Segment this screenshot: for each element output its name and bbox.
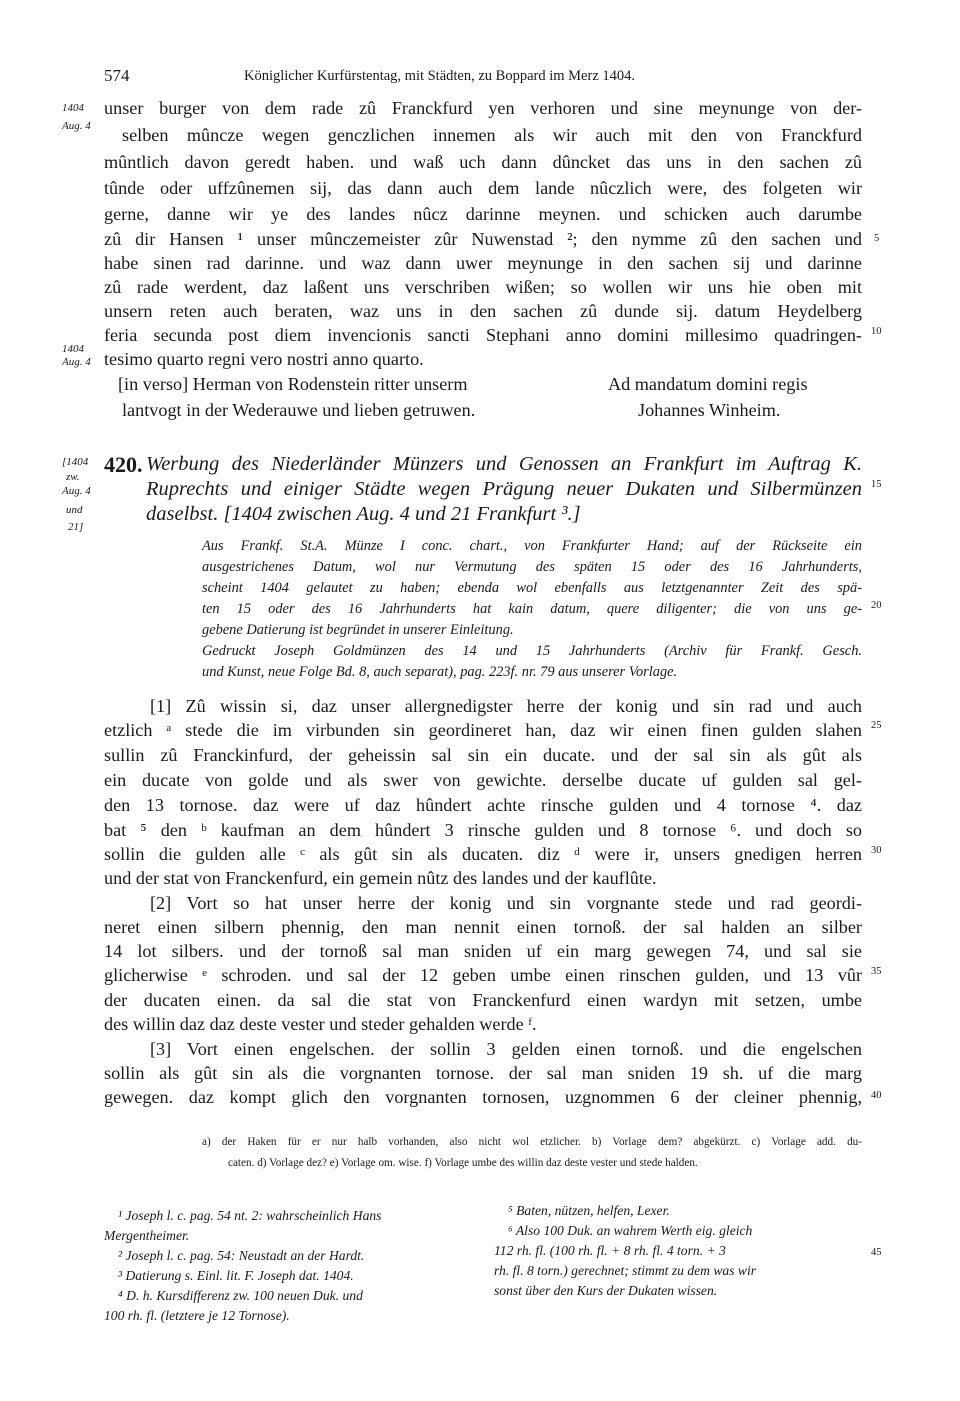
page-number: 574 [104,66,130,85]
line-number: 20 [871,600,882,611]
body-line: bat ⁵ den ᵇ kaufman an dem hûndert 3 rinsche gulden und 8 tornose ⁶. und doch so [104,820,862,840]
letter-line: tûnde oder uffzûnemen sij, das dann auch dem lande nûczlich were, des folgeten wir [104,178,862,198]
footnote-right: sonst über den Kurs der Dukaten wissen. [494,1283,718,1298]
footnote-right: rh. fl. 8 torn.) gerechnet; stimmt zu dem was wir [494,1263,757,1278]
body-line: 14 lot silbers. und der tornoß sal man sniden uf ein marg gewegen 74, und sal sie [104,941,862,961]
letter-line: feria secunda post diem invencionis sancti Stephani anno domini millesimo quadringen- [104,325,862,345]
section-title-1: Werbung des Niederländer Münzers und Genossen an Frankfurt im Auftrag K. [146,453,862,475]
body-line: der ducaten einen. da sal die stat von Franckenfurd einen wardyn mit setzen, umbe [104,990,862,1010]
line-number: 40 [871,1090,882,1101]
source-line: und Kunst, neue Folge Bd. 8, auch separat), pag. 223f. nr. 79 aus unserer Vorlage. [202,664,678,680]
letter-line: zû rade werdent, daz laßent uns verschriben wißen; so wollen wir uns hie oben mit [104,277,862,297]
source-line: ten 15 oder des 16 Jahrhunderts hat kain datum, quere diligenter; die von uns ge- [202,601,862,617]
source-line: gebene Datierung ist begründet in unserer Einleitung. [202,622,514,638]
running-title: Königlicher Kurfürstentag, mit Städten, zu Boppard im Merz 1404. [244,68,636,84]
footnote-left: ¹ Joseph l. c. pag. 54 nt. 2: wahrscheinlich Hans [118,1208,382,1223]
letter-line: tesimo quarto regni vero nostri anno quarto. [104,349,424,369]
body-line: [3] Vort einen engelschen. der sollin 3 gelden einen tornoß. und die engelschen [150,1039,862,1059]
source-line: scheint 1404 gelautet zu haben; ebenda wol ebenfalls aus letztgenannter Zeit des spä- [202,580,862,596]
letter-line: selben mûncze wegen genczlichen innemen als wir auch mit den von Franckfurd [122,125,862,145]
letter-line: unsern reten auch beraten, waz uns in den sachen zû dunde sij. datum Heydelberg [104,301,862,321]
body-line: etzlich ᵃ stede die im virbunden sin geordineret han, daz wir einen finen gulden slahen [104,720,862,740]
footnote-left: Mergentheimer. [104,1228,190,1243]
body-line: sullin zû Franckinfurd, der geheissin sal sin ein ducate. und der sal sin als gût als [104,745,862,765]
body-line: [2] Vort so hat unser herre der konig und sin vorgnante stede und rad geordi- [150,893,862,913]
letter-line: mûntlich davon geredt haben. und waß uch dann dûncket das uns in den sachen zû [104,152,862,172]
margin-year-mid: 1404 [62,343,84,355]
letter-line: zû dir Hansen ¹ unser mûnczemeister zûr Nuwenstad ²; den nymme zû den sachen und [104,229,862,249]
line-number: 10 [871,326,882,337]
body-line: den 13 tornose. daz were uf daz hûndert achte rinsche gulden und 4 tornose ⁴. daz [104,795,862,815]
margin-date-top: Aug. 4 [62,120,91,132]
source-line: Gedruckt Joseph Goldmünzen des 14 und 15 Jahrhunderts (Archiv für Frankf. Gesch. [202,643,862,659]
apparatus-line: a) der Haken für er nur halb vorhanden, also nicht wol etzlicher. b) Vorlage dem? abgekürzt. c) Vorlage add. du- [202,1136,862,1148]
margin-section-date-3: Aug. 4 [62,485,91,497]
footnote-left: ³ Datierung s. Einl. lit. F. Joseph dat. 1404. [118,1268,354,1283]
margin-section-date-4: und [66,504,83,516]
address-left-1: [in verso] Herman von Rodenstein ritter unserm [118,374,468,394]
margin-date-mid: Aug. 4 [62,356,91,368]
footnote-left: ² Joseph l. c. pag. 54: Neustadt an der Hardt. [118,1248,365,1263]
body-line: neret einen silbern phennig, den man nennit einen tornoß. der sal halden an silber [104,917,862,937]
body-line: gewegen. daz kompt glich den vorgnanten tornosen, uzgnommen 6 der cleiner phennig, [104,1087,862,1107]
section-title-2: Ruprechts und einiger Städte wegen Prägung neuer Dukaten und Silbermünzen [146,478,862,500]
margin-section-date-5: 21] [68,521,84,533]
footnote-right: ⁵ Baten, nützen, helfen, Lexer. [508,1203,670,1218]
body-line: glicherwise ᵉ schroden. und sal der 12 geben umbe einen rinschen gulden, und 13 vûr [104,965,862,985]
line-number: 30 [871,845,882,856]
margin-year-top: 1404 [62,102,84,114]
body-line: [1] Zû wissin si, daz unser allergnedigster herre der konig und sin rad und auch [150,696,862,716]
body-line: und der stat von Franckenfurd, ein gemein nûtz des landes und der kauflûte. [104,868,657,888]
footnote-left: 100 rh. fl. (letztere je 12 Tornose). [104,1308,290,1323]
body-line: sollin die gulden alle ᶜ als gût sin als ducaten. diz ᵈ were ir, unsers gnedigen herren [104,844,862,864]
line-number: 45 [871,1247,882,1258]
body-line: des willin daz daz deste vester und steder gehalden werde ᶠ. [104,1014,537,1034]
address-right-2: Johannes Winheim. [638,400,781,420]
section-title-3: daselbst. [1404 zwischen Aug. 4 und 21 Frankfurt ³.] [146,503,581,525]
source-line: Aus Frankf. St.A. Münze I conc. chart., von Frankfurter Hand; auf der Rückseite ein [202,538,862,554]
source-line: ausgestrichenes Datum, wol nur Vermutung des späten 15 oder des 16 Jahrhunderts, [202,559,862,575]
margin-section-date-1: [1404 [62,456,89,468]
body-line: ein ducate von golde und als swer von gewichte. derselbe ducate uf gulden sal gel- [104,770,862,790]
line-number: 35 [871,966,882,977]
apparatus-line: caten. d) Vorlage dez? e) Vorlage om. wise. f) Vorlage umbe des willin daz deste vester und stede halden. [228,1157,698,1169]
body-line: sollin als gût sin als die vorgnanten tornose. der sal man sniden 19 sh. uf die marg [104,1063,862,1083]
footnote-right: ⁶ Also 100 Duk. an wahrem Werth eig. gleich [508,1223,753,1238]
section-number: 420. [104,452,143,477]
address-right-1: Ad mandatum domini regis [608,374,808,394]
margin-section-date-2: zw. [66,471,80,483]
line-number: 15 [871,479,882,490]
line-number: 25 [871,720,882,731]
letter-line: habe sinen rad darinne. und waz dann uwer meynunge in den sachen sij und darinne [104,253,862,273]
letter-line: gerne, danne wir ye des landes nûcz darinne meynen. und schicken auch darumbe [104,204,862,224]
letter-line: unser burger von dem rade zû Franckfurd yen verhoren und sine meynunge von der- [104,98,862,118]
footnote-right: 112 rh. fl. (100 rh. fl. + 8 rh. fl. 4 torn. + 3 [494,1243,726,1258]
address-left-2: lantvogt in der Wederauwe und lieben getruwen. [122,400,476,420]
line-number: 5 [874,233,880,244]
footnote-left: ⁴ D. h. Kursdifferenz zw. 100 neuen Duk. und [118,1288,363,1303]
